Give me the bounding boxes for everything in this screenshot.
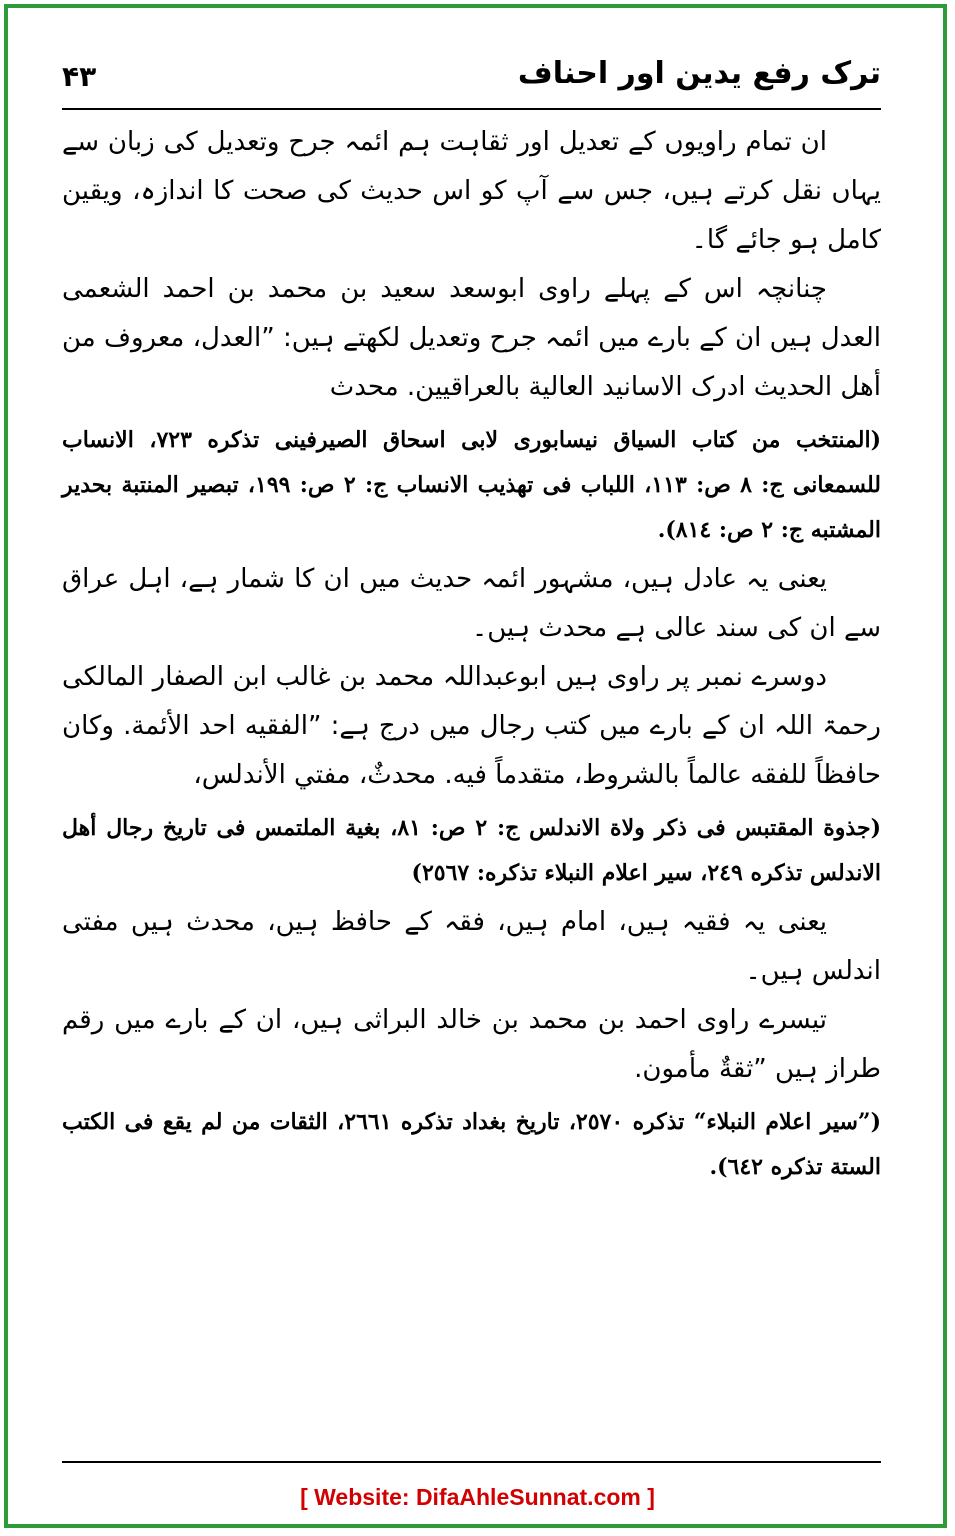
third-narrator-paragraph: تیسرے راوی احمد بن محمد بن خالد البراثی ہیں، ان کے بارے میں رقم طراز ہیں ”ثقةٌ مأمون. <box>62 1005 881 1084</box>
page-body <box>62 118 881 1192</box>
website-footer: [ Website: DifaAhleSunnat.com ] <box>300 1484 655 1510</box>
intro-paragraph: ان تمام راویوں کے تعدیل اور ثقاہت ہم ائمہ جرح وتعدیل کی زبان سے یہاں نقل کرتے ہیں، جس سے آپ کو اس حدیث کی صحت کا اندازہ، ویقین کامل ہو جائے گا۔ <box>62 127 881 255</box>
first-narrator-translation: یعنی یہ عادل ہیں، مشہور ائمہ حدیث میں ان کا شمار ہے، اہل عراق سے ان کی سند عالی ہے محدث ہیں۔ <box>62 564 881 643</box>
second-narrator-reference: (جذوة المقتبس فى ذكر ولاة الاندلس ج: ٢ ص: ٨١، بغية الملتمس فى تاريخ رجال أهل الاندلس تذكره ٢٤٩، سير اعلام النبلاء تذكره: ٢٥٦٧) <box>62 815 881 886</box>
third-narrator-reference: (”سير اعلام النبلاء“ تذكره ٢٥٧٠، تاريخ بغداد تذكره ٢٦٦١، الثقات من لم يقع فى الكتب الستة تذكره ٦٤٢). <box>62 1109 881 1180</box>
book-title: ترک رفع یدین اور احناف <box>517 56 881 91</box>
first-narrator-paragraph: چنانچہ اس کے پہلے راوی ابوسعد سعید بن محمد بن احمد الشعمی العدل ہیں ان کے بارے میں ائمہ جرح وتعدیل لکھتے ہیں: ”العدل، معروف من أهل الحديث ادرک الاسانيد العالية بالعراقيين. محدث <box>62 274 881 402</box>
page-header <box>62 52 881 110</box>
second-narrator-translation: یعنی یہ فقیہ ہیں، امام ہیں، فقہ کے حافظ ہیں، محدث ہیں مفتی اندلس ہیں۔ <box>62 907 881 986</box>
footer-divider <box>62 1461 881 1463</box>
first-narrator-reference: (المنتخب من كتاب السياق نيسابورى لابى اسحاق الصيرفينى تذكره ٧٢٣، الانساب للسمعانى ج: ٨ ص: ١١٣، اللباب فى تهذيب الانساب ج: ٢ ص: ١٩٩، تبصير المنتبة بحدير المشتبه ج: ٢ ص: ٨١٤). <box>62 427 881 543</box>
page-number: ۴۳ <box>62 60 97 93</box>
second-narrator-paragraph: دوسرے نمبر پر راوی ہیں ابوعبداللہ محمد بن غالب ابن الصفار المالکی رحمۃ اللہ ان کے بارے میں کتب رجال میں درج ہے: ”الفقيه احد الأئمة. وكان حافظاً للفقه عالماً بالشروط، متقدماً فيه. محدثٌ، مفتي الأندلس، <box>62 662 881 790</box>
